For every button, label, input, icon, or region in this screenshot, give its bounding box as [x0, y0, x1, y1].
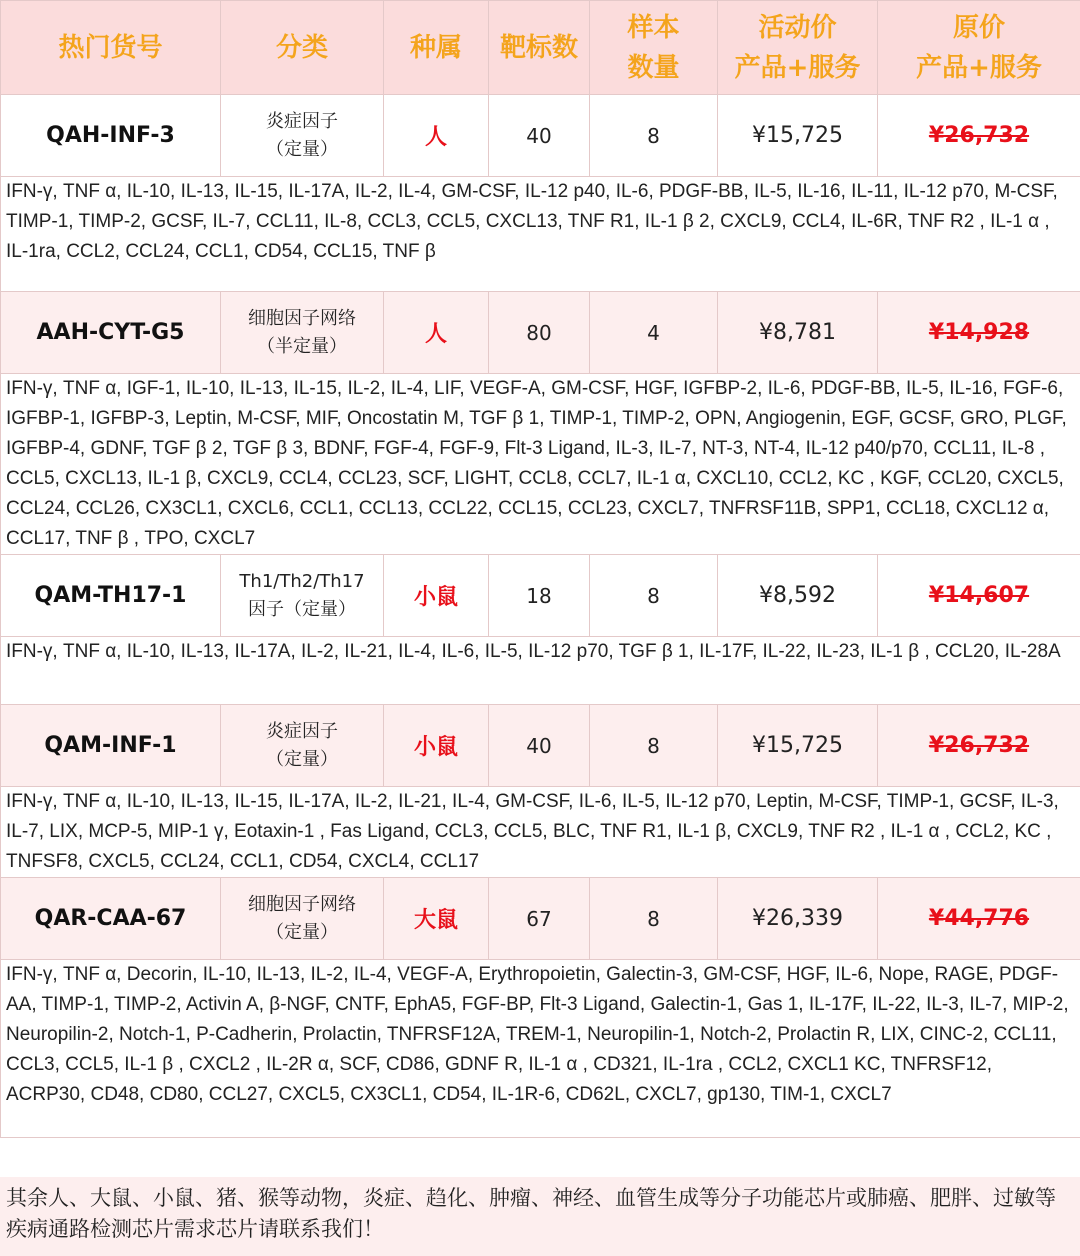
product-original-price: ¥44,776 — [878, 878, 1080, 960]
product-species: 小鼠 — [384, 555, 489, 637]
product-sample-count: 8 — [590, 95, 718, 177]
product-original-price: ¥14,607 — [878, 555, 1080, 637]
header-species: 种属 — [384, 1, 489, 95]
product-target-count: 40 — [489, 95, 590, 177]
product-row — [1, 705, 1080, 787]
product-promo-price: ¥15,725 — [718, 705, 878, 787]
product-target-count: 67 — [489, 878, 590, 960]
product-code: AAH-CYT-G5 — [1, 292, 221, 374]
product-code: QAM-INF-1 — [1, 705, 221, 787]
product-species: 大鼠 — [384, 878, 489, 960]
header-original-price: 原价 产品+服务 — [878, 1, 1080, 95]
product-sample-count: 8 — [590, 878, 718, 960]
header-category: 分类 — [221, 1, 384, 95]
product-category: Th1/Th2/Th17 因子（定量） — [221, 555, 384, 637]
target-list-row — [1, 960, 1080, 1138]
product-code: QAM-TH17-1 — [1, 555, 221, 637]
target-list: IFN-γ, TNF α, Decorin, IL-10, IL-13, IL-2, IL-4, VEGF-A, Erythropoietin, Galectin-3, GM-CSF, HGF, IL-6, Nope, RAGE, PDGF-AA, TIMP-1, TIMP-2, Activin A, β-NGF, CNTF, EphA5, FGF-BP, Flt-3 Ligand, Galectin-1, Gas 1, IL-17F, IL-22, IL-3, IL-7, MIP-2, Neuropilin-2, Notch-1, P-Cadherin, Prolactin, TNFRSF12A, TREM-1, Neuropilin-1, Notch-2, Prolactin R, LIX, CINC-2, CCL11, CCL3, CCL5, IL-1 β , CXCL2 , IL-2R α, SCF, CD86, GDNF R, IL-1 α , CD321, IL-1ra , CCL2, CXCL1 KC, TNFRSF12, ACRP30, CD48, CD80, CCL27, CXCL5, CX3CL1, CD54, IL-1R-6, CD62L, CXCL7, gp130, TIM-1, CXCL7 — [1, 960, 1080, 1138]
product-target-count: 40 — [489, 705, 590, 787]
product-row — [1, 878, 1080, 960]
product-code: QAR-CAA-67 — [1, 878, 221, 960]
target-list-row — [1, 637, 1080, 705]
product-species: 人 — [384, 95, 489, 177]
target-list: IFN-γ, TNF α, IL-10, IL-13, IL-15, IL-17A, IL-2, IL-4, GM-CSF, IL-12 p40, IL-6, PDGF-BB, IL-5, IL-16, IL-11, IL-12 p70, M-CSF, TIMP-1, TIMP-2, GCSF, IL-7, CCL11, IL-8, CCL3, CCL5, CXCL13, TNF R1, IL-1 β 2, CXCL9, CCL4, IL-6R, TNF R2 , IL-1 α , IL-1ra, CCL2, CCL24, CCL1, CD54, CCL15, TNF β — [1, 177, 1080, 292]
target-list-row — [1, 177, 1080, 292]
product-original-price: ¥26,732 — [878, 95, 1080, 177]
product-promo-price: ¥8,781 — [718, 292, 878, 374]
product-species: 小鼠 — [384, 705, 489, 787]
table-header — [1, 1, 1080, 95]
product-row — [1, 555, 1080, 637]
contact-note: 其余人、大鼠、小鼠、猪、猴等动物，炎症、趋化、肿瘤、神经、血管生成等分子功能芯片或肺癌、肥胖、过敏等疾病通路检测芯片需求芯片请联系我们！ — [0, 1177, 1080, 1256]
product-sample-count: 8 — [590, 705, 718, 787]
product-target-count: 18 — [489, 555, 590, 637]
product-code: QAH-INF-3 — [1, 95, 221, 177]
product-row — [1, 292, 1080, 374]
target-list: IFN-γ, TNF α, IL-10, IL-13, IL-17A, IL-2, IL-21, IL-4, IL-6, IL-5, IL-12 p70, TGF β 1, IL-17F, IL-22, IL-23, IL-1 β , CCL20, IL-28A — [1, 637, 1080, 705]
product-original-price: ¥14,928 — [878, 292, 1080, 374]
product-original-price: ¥26,732 — [878, 705, 1080, 787]
product-sample-count: 4 — [590, 292, 718, 374]
product-promo-price: ¥8,592 — [718, 555, 878, 637]
product-species: 人 — [384, 292, 489, 374]
product-promo-price: ¥26,339 — [718, 878, 878, 960]
target-list-row — [1, 374, 1080, 555]
product-category: 细胞因子网络 （定量） — [221, 878, 384, 960]
product-row — [1, 95, 1080, 177]
header-promo-price: 活动价 产品+服务 — [718, 1, 878, 95]
header-code: 热门货号 — [1, 1, 221, 95]
product-category: 炎症因子 （定量） — [221, 705, 384, 787]
product-category: 炎症因子 （定量） — [221, 95, 384, 177]
target-list: IFN-γ, TNF α, IL-10, IL-13, IL-15, IL-17A, IL-2, IL-21, IL-4, GM-CSF, IL-6, IL-5, IL-12 p70, Leptin, M-CSF, TIMP-1, GCSF, IL-3, IL-7, LIX, MCP-5, MIP-1 γ, Eotaxin-1 , Fas Ligand, CCL3, CCL5, BLC, TNF R1, IL-1 β, CXCL9, TNF R2 , IL-1 α , CCL2, KC , TNFSF8, CXCL5, CCL24, CCL1, CD54, CXCL4, CCL17 — [1, 787, 1080, 878]
product-target-count: 80 — [489, 292, 590, 374]
header-targets: 靶标数 — [489, 1, 590, 95]
product-promo-price: ¥15,725 — [718, 95, 878, 177]
target-list-row — [1, 787, 1080, 878]
product-category: 细胞因子网络 （半定量） — [221, 292, 384, 374]
product-sample-count: 8 — [590, 555, 718, 637]
target-list: IFN-γ, TNF α, IGF-1, IL-10, IL-13, IL-15, IL-2, IL-4, LIF, VEGF-A, GM-CSF, HGF, IGFBP-2, IL-6, PDGF-BB, IL-5, IL-16, FGF-6, IGFBP-1, IGFBP-3, Leptin, M-CSF, MIF, Oncostatin M, TGF β 1, TIMP-1, TIMP-2, OPN, Angiogenin, EGF, GCSF, GRO, PLGF, IGFBP-4, GDNF, TGF β 2, TGF β 3, BDNF, FGF-4, FGF-9, Flt-3 Ligand, IL-3, IL-7, NT-3, NT-4, IL-12 p40/p70, CCL11, IL-8 , CCL5, CXCL13, IL-1 β, CXCL9, CCL4, CCL23, SCF, LIGHT, CCL8, CCL7, IL-1 α, CXCL10, CCL2, KC , KGF, CCL20, CXCL5, CCL24, CCL26, CX3CL1, CXCL6, CCL1, CCL13, CCL22, CCL15, CCL23, CXCL7, TNFRSF11B, SPP1, CCL18, CXCL12 α, CCL17, TNF β , TPO, CXCL7 — [1, 374, 1080, 555]
header-samples: 样本 数量 — [590, 1, 718, 95]
